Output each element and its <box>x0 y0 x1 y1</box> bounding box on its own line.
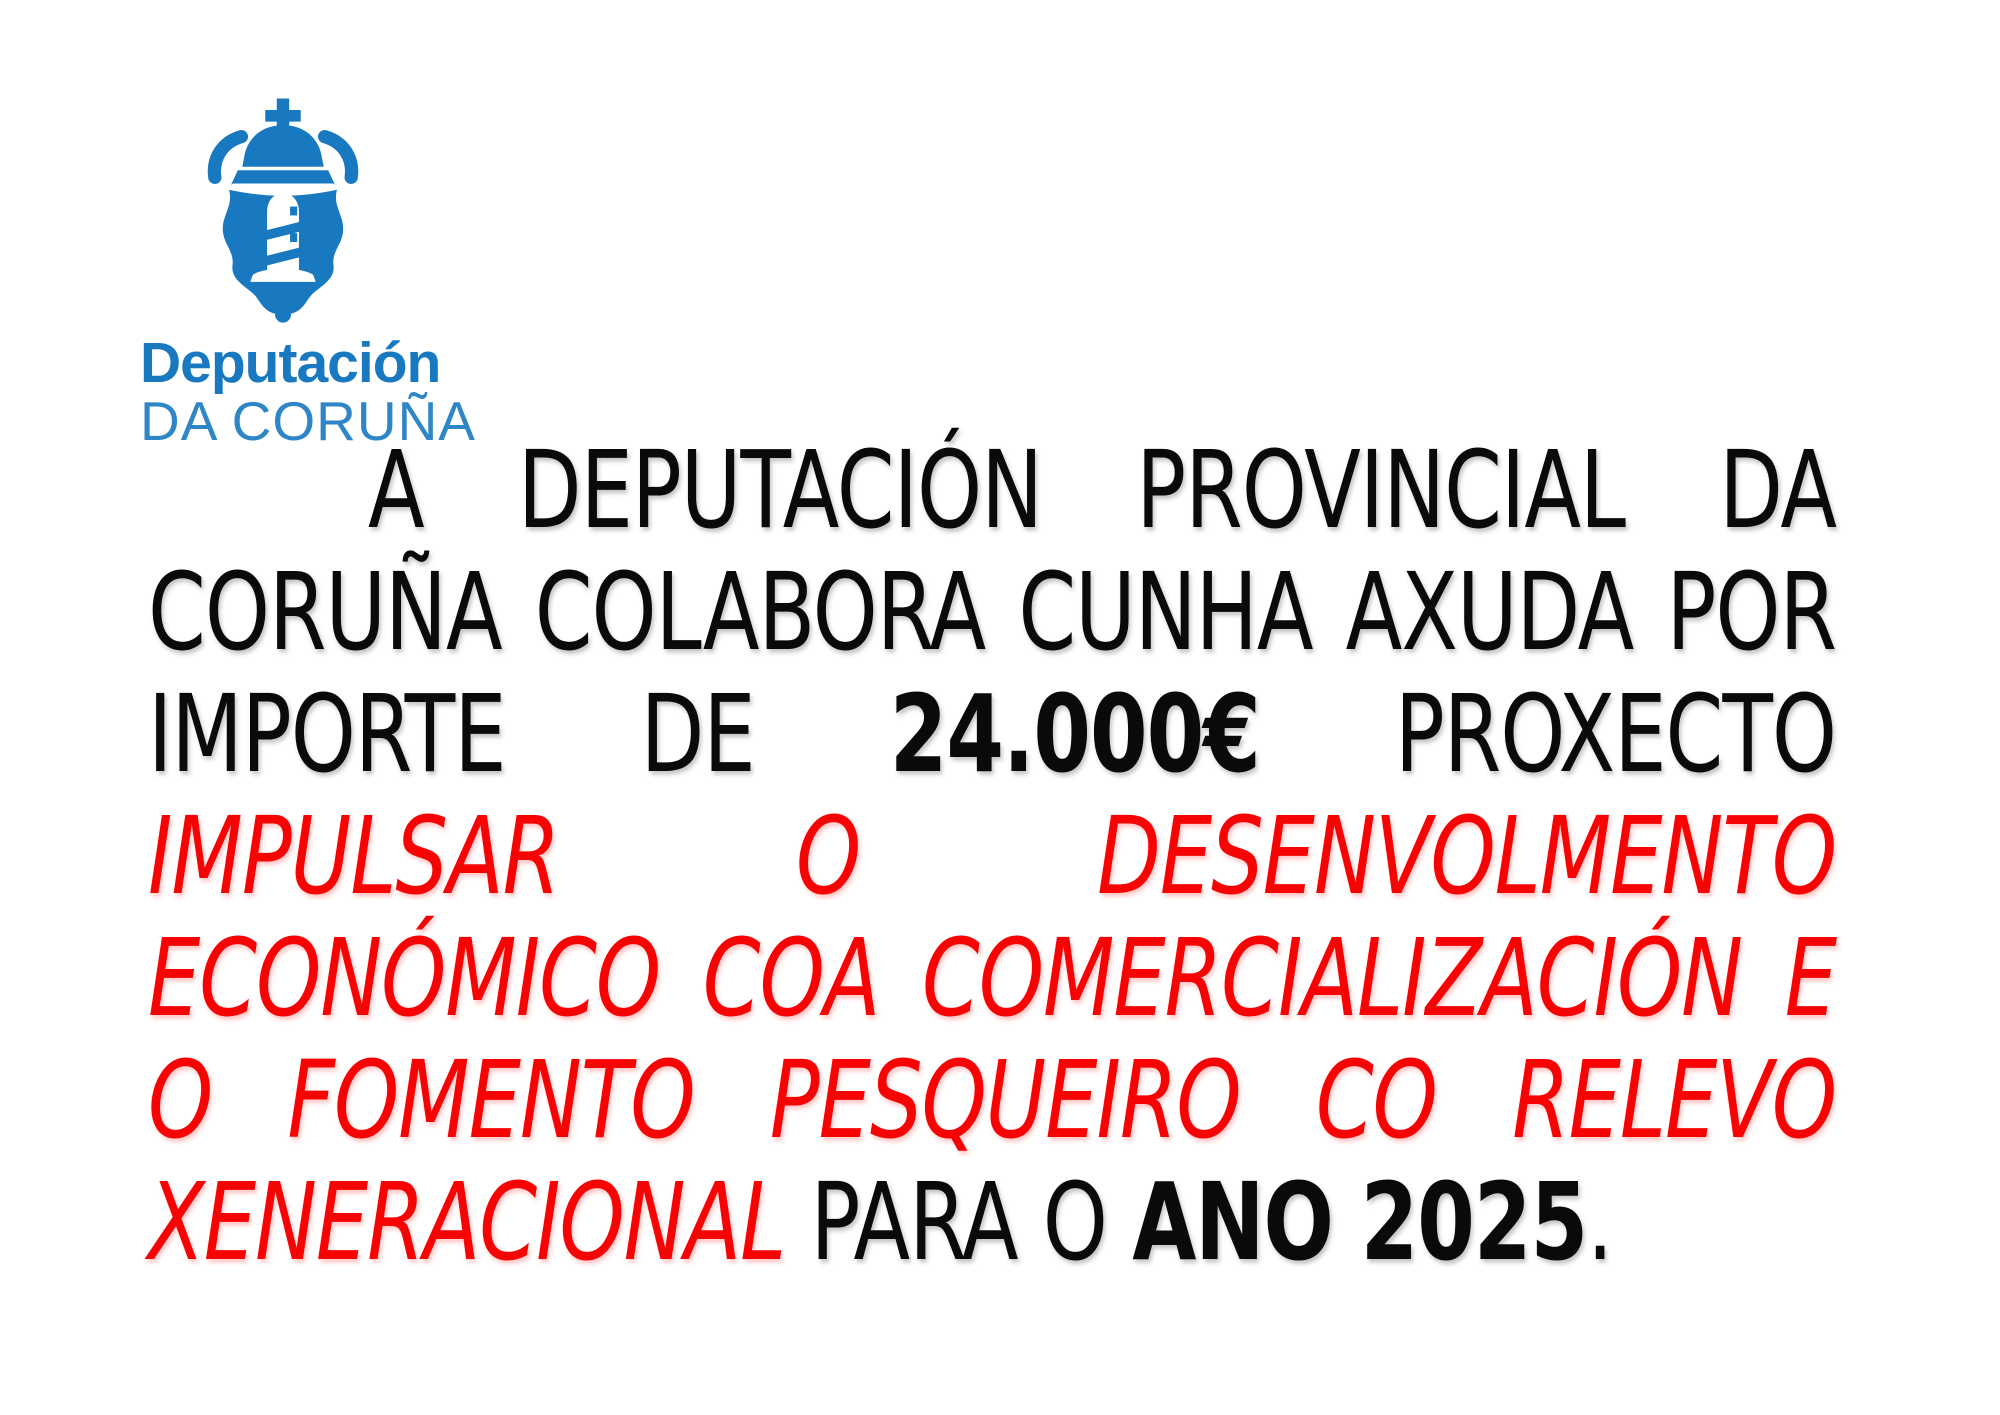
word: DA <box>1719 428 1836 553</box>
word: COA <box>702 916 880 1041</box>
word: . <box>1587 1160 1613 1285</box>
word: POR <box>1666 550 1836 675</box>
word: PROVINCIAL <box>1136 428 1626 553</box>
text-line <box>148 1152 1836 1294</box>
word: COMERCIALIZACIÓN <box>922 916 1742 1041</box>
deputacion-logo <box>140 95 620 452</box>
announcement-paragraph <box>148 428 1836 1290</box>
text-line <box>148 542 1836 684</box>
text-line <box>148 786 1836 928</box>
text-line <box>148 1030 1836 1172</box>
word: XENERACIONAL <box>148 1160 786 1285</box>
word: A <box>368 428 424 553</box>
word: O <box>148 1038 213 1163</box>
word: DEPUTACIÓN <box>517 428 1043 553</box>
logo-wordmark-line1: Deputación <box>140 331 441 395</box>
word: DESENVOLMENTO <box>1097 794 1836 919</box>
word: PROXECTO <box>1394 672 1836 797</box>
text-line <box>148 664 1836 806</box>
word: DE <box>640 672 755 797</box>
word: CUNHA <box>1018 550 1313 675</box>
word: ANO 2025 <box>1132 1160 1588 1285</box>
word: CO <box>1315 1038 1437 1163</box>
word: RELEVO <box>1512 1038 1836 1163</box>
word: E <box>1784 916 1836 1041</box>
word: O <box>796 794 861 919</box>
deputacion-crest-icon <box>190 95 376 327</box>
word: AXUDA <box>1345 550 1634 675</box>
word: IMPULSAR <box>148 794 560 919</box>
logo-wordmark-line2: DA CORUÑA <box>140 390 476 452</box>
text-line <box>148 420 1836 562</box>
word: COLABORA <box>534 550 986 675</box>
word: FOMENTO <box>287 1038 695 1163</box>
word: PESQUEIRO <box>769 1038 1241 1163</box>
word: ECONÓMICO <box>148 916 661 1041</box>
word: PARA O <box>785 1160 1133 1285</box>
word: 24.000€ <box>889 672 1260 797</box>
text-line <box>148 908 1836 1050</box>
word: IMPORTE <box>148 672 506 797</box>
word: CORUÑA <box>148 550 502 675</box>
